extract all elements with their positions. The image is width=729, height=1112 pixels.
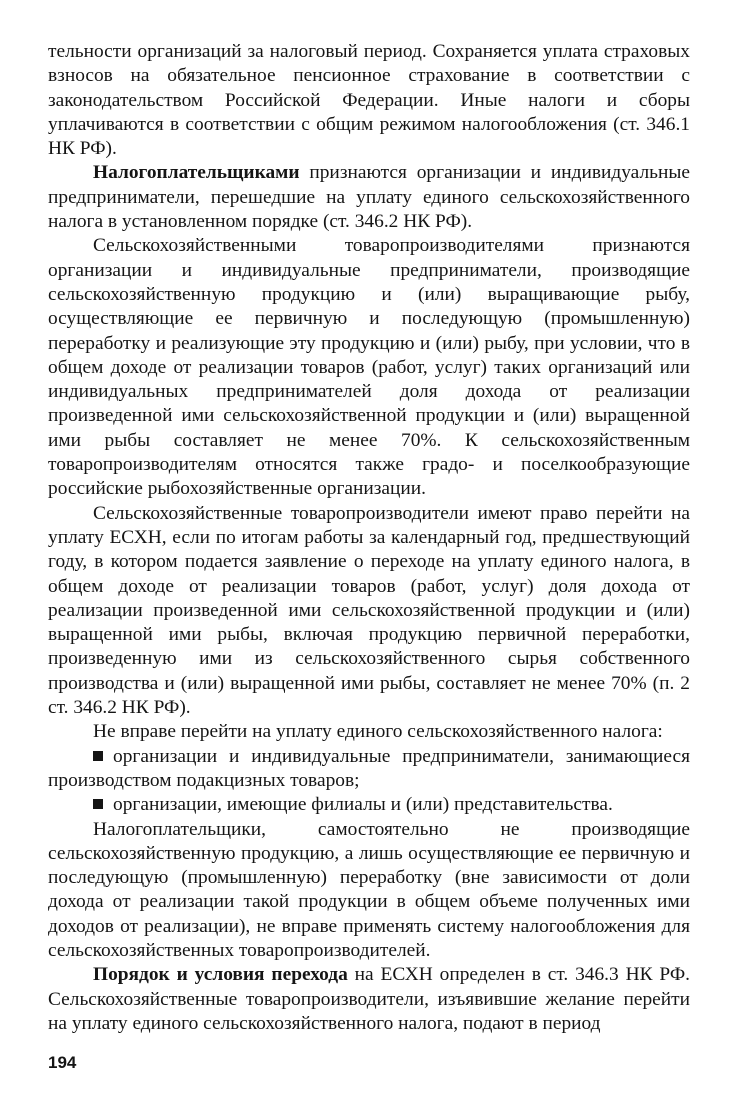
list-item-text: организации, имеющие филиалы и (или) представительства.	[113, 794, 613, 816]
paragraph-agri-producers: Сельскохозяйственными товаропроизводителями признаются организации и индивидуальные предприниматели, производящие сельскохозяйственную продукцию и (или) выращивающие рыбу, осуществляющие ее первичную и последующую (промышленную) переработку и реализующие эту продукцию и (или) рыбу, при условии, что в общем доходе от реализации товаров (работ, услуг) таких организаций или индивидуальных предпринимателей доля дохода от реализации произведенной ими сельскохозяйственной продукции и (или) выращенной ими рыбы составляет не менее 70%. К сельскохозяйственным товаропроизводителям относятся также градо- и поселкообразующие российские рыбохозяйственные организации.	[48, 235, 690, 500]
square-bullet-icon	[93, 751, 103, 761]
paragraph-taxpayers	[48, 161, 690, 234]
paragraph-transition-text: на ЕСХН определен в ст. 346.3 НК РФ. Сельскохозяйственные товаропроизводители, изъявившие желание перейти на уплату единого сельскохозяйственного налога, подают в период	[48, 964, 690, 1034]
list-item	[48, 793, 690, 817]
paragraph-right-to-switch: Сельскохозяйственные товаропроизводители имеют право перейти на уплату ЕСХН, если по итогам работы за календарный год, предшествующий году, в котором подается заявление о переходе на уплату единого налога, в общем доходе от реализации товаров (работ, услуг) доля дохода от реализации произведенной ими сельскохозяйственной продукции и (или) выращенной ими рыбы, включая продукцию первичной переработки, произведенную ими из сельскохозяйственного сырья собственного производства и (или) выращенной ими рыбы, составляет не менее 70% (п. 2 ст. 346.2 НК РФ).	[48, 502, 690, 719]
list-item-text: организации и индивидуальные предприниматели, занимающиеся производством подакцизных товаров;	[48, 745, 690, 791]
paragraph-taxpayers-text: признаются организации и индивидуальные предприниматели, перешедшие на уплату единого сельскохозяйственного налога в установленном порядке (ст. 346.2 НК РФ).	[48, 162, 690, 233]
term-taxpayers: Налогоплательщиками	[93, 162, 300, 184]
list-item	[48, 745, 690, 794]
body-text	[48, 40, 690, 1036]
square-bullet-icon	[93, 799, 103, 809]
paragraph-continued: тельности организаций за налоговый период. Сохраняется уплата страховых взносов на обязательное пенсионное страхование в соответствии с законодательством Российской Федерации. Иные налоги и сборы уплачиваются в соответствии с общим режимом налогообложения (ст. 346.1 НК РФ).	[48, 41, 690, 160]
term-transition-procedure: Порядок и условия перехода	[93, 964, 348, 986]
page-number: 194	[48, 1053, 77, 1072]
paragraph-transition-procedure	[48, 963, 690, 1036]
paragraph-processors: Налогоплательщики, самостоятельно не производящие сельскохозяйственную продукцию, а лишь осуществляющие ее первичную и последующую (промышленную) переработку (вне зависимости от доли дохода от реализации такой продукции в общем объеме полученных ими доходов от реализации), не вправе применять систему налогообложения для сельскохозяйственных товаропроизводителей.	[48, 818, 690, 961]
paragraph-not-entitled: Не вправе перейти на уплату единого сельскохозяйственного налога:	[93, 721, 663, 743]
